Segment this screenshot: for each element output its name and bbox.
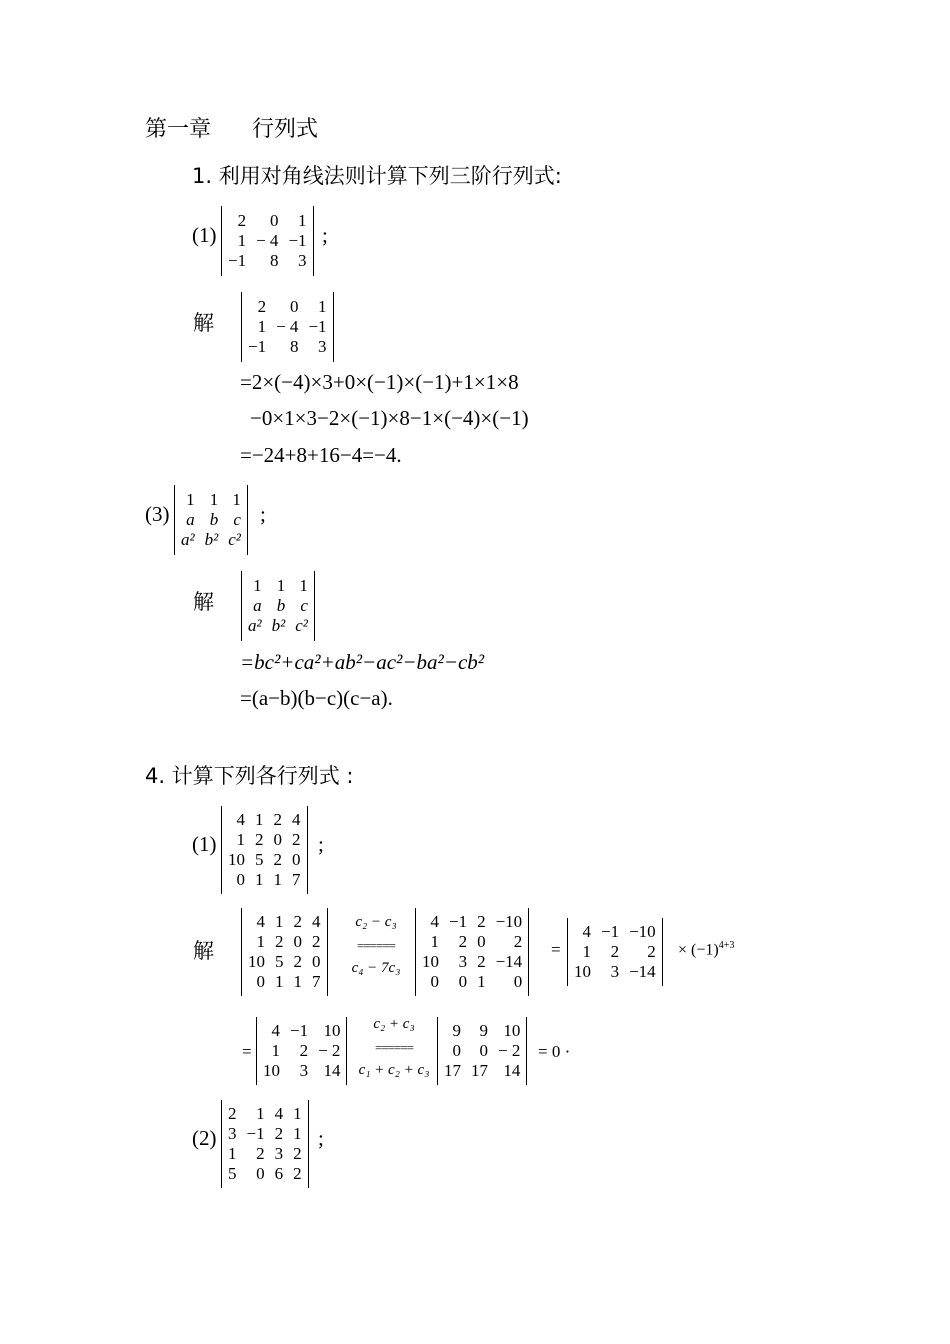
determinant: [241, 908, 328, 996]
matrix-cell: 0: [452, 1041, 461, 1060]
matrix-cell: − 2: [318, 1041, 341, 1060]
result: = 0 ·: [538, 1042, 571, 1061]
matrix-cell: 2: [477, 912, 486, 931]
matrix-cell: −1: [288, 231, 307, 250]
determinant-bar-right: [307, 806, 308, 894]
determinant-bar-right: [247, 485, 248, 555]
matrix-cell: − 2: [498, 1041, 521, 1060]
solution-label: 解: [193, 311, 214, 335]
matrix-cell: 2: [299, 1041, 309, 1060]
matrix-cell: 2: [257, 297, 267, 316]
matrix-cell: 2: [293, 912, 302, 931]
question-4-prompt: 4. 计算下列各行列式 :: [145, 764, 354, 788]
chapter-title: 行列式: [252, 117, 319, 142]
determinant: [174, 485, 248, 555]
matrix-cell: 3: [298, 251, 307, 270]
matrix-cell: 5: [228, 1164, 237, 1183]
matrix-cell: 1: [271, 1041, 280, 1060]
determinant-bar-left: [256, 1017, 257, 1085]
matrix-cell: −1: [308, 317, 327, 336]
determinant-bar-right: [314, 571, 315, 641]
matrix-cell: a²: [181, 530, 195, 549]
semicolon: ;: [318, 1126, 324, 1150]
matrix-cell: 2: [513, 932, 523, 951]
matrix-cell: 14: [323, 1061, 341, 1080]
matrix-cell: −1: [246, 1124, 265, 1143]
determinant: [221, 1100, 309, 1188]
part-label: (2): [192, 1126, 217, 1150]
matrix-cell: 0: [513, 972, 523, 991]
matrix-cell: 1: [275, 972, 284, 991]
question-1-prompt: 1. 利用对角线法则计算下列三阶行列式:: [192, 164, 562, 188]
determinant-bar-right: [346, 1017, 347, 1085]
matrix-cell: 2: [293, 1164, 302, 1183]
determinant-bar-right: [327, 908, 328, 996]
semicolon: ;: [322, 223, 328, 247]
matrix-cell: 17: [444, 1061, 461, 1080]
part-label: (3): [145, 502, 170, 526]
column-op-bottom: c₁ + c₂ + c₃: [358, 1062, 430, 1078]
matrix-cell: 3: [299, 1061, 309, 1080]
matrix-cell: 3: [228, 1124, 237, 1143]
determinant-bar-left: [221, 206, 222, 276]
matrix-cell: 4: [312, 912, 321, 931]
matrix-cell: 0: [477, 932, 486, 951]
matrix-cell: 2: [647, 942, 656, 961]
determinant-bar-left: [415, 908, 416, 996]
determinant-bar-left: [437, 1017, 438, 1085]
matrix-cell: 5: [275, 952, 284, 971]
step-line: =(a−b)(b−c)(c−a).: [240, 686, 393, 710]
matrix-cell: 3: [318, 337, 327, 356]
matrix-cell: 8: [289, 337, 299, 356]
matrix-cell: 1: [256, 1104, 265, 1123]
matrix-cell: 1: [318, 297, 327, 316]
matrix-cell: 1: [275, 912, 284, 931]
equals-sign: =: [551, 940, 561, 959]
matrix-cell: −1: [601, 922, 620, 941]
matrix-cell: 14: [503, 1061, 521, 1080]
matrix-cell: 3: [458, 952, 468, 971]
matrix-cell: 4: [256, 912, 265, 931]
matrix-cell: −1: [290, 1021, 309, 1040]
matrix-cell: 7: [312, 972, 321, 991]
matrix-cell: 9: [452, 1021, 461, 1040]
matrix-cell: 1: [209, 490, 219, 509]
matrix-cell: c²: [295, 616, 308, 635]
matrix-cell: 2: [237, 211, 247, 230]
matrix-cell: b²: [271, 616, 286, 635]
matrix-cell: −14: [495, 952, 523, 971]
determinant-bar-right: [528, 908, 529, 996]
determinant-bar-left: [241, 908, 242, 996]
part-label: (1): [192, 223, 217, 247]
matrix-cell: 2: [273, 850, 282, 869]
chapter-label: 第一章: [145, 117, 212, 142]
determinant: [221, 806, 308, 894]
matrix-cell: 4: [582, 922, 591, 941]
determinant-bar-left: [221, 806, 222, 894]
determinant: [437, 1017, 527, 1085]
matrix-cell: 2: [228, 1104, 237, 1123]
determinant-bar-left: [221, 1100, 222, 1188]
matrix-cell: 10: [228, 850, 245, 869]
matrix-cell: 0: [269, 211, 279, 230]
matrix-cell: 2: [293, 1144, 302, 1163]
matrix-cell: 0: [479, 1041, 488, 1060]
determinant-bar-right: [308, 1100, 309, 1188]
column-op-bottom: c₄ − 7c₃: [351, 960, 401, 976]
matrix-cell: 0: [236, 870, 245, 889]
matrix-cell: 1: [232, 490, 241, 509]
matrix-cell: 1: [293, 972, 302, 991]
equals-sign: ======: [357, 938, 395, 953]
matrix-cell: 2: [477, 952, 486, 971]
step-line: =2×(−4)×3+0×(−1)×(−1)+1×1×8: [240, 370, 519, 394]
determinant-bar-left: [174, 485, 175, 555]
determinant: [256, 1017, 347, 1085]
part-label: (1): [192, 832, 217, 856]
matrix-cell: 5: [255, 850, 264, 869]
step-line: =bc²+ca²+ab²−ac²−ba²−cb²: [240, 650, 485, 674]
matrix-cell: −1: [449, 912, 468, 931]
determinant: [221, 206, 314, 276]
matrix-cell: 10: [263, 1061, 280, 1080]
determinant: [567, 918, 663, 986]
matrix-cell: 1: [430, 932, 439, 951]
matrix-cell: 4: [271, 1021, 280, 1040]
matrix-cell: 0: [293, 932, 302, 951]
semicolon: ;: [318, 832, 324, 856]
matrix-cell: −10: [629, 922, 656, 941]
matrix-cell: 10: [248, 952, 265, 971]
column-op-top: c₂ − c₃: [355, 914, 397, 930]
matrix-cell: a: [186, 510, 195, 529]
matrix-cell: 2: [312, 932, 321, 951]
determinant-bar-right: [333, 292, 334, 362]
matrix-cell: 6: [274, 1164, 284, 1183]
matrix-cell: −1: [228, 251, 247, 270]
matrix-cell: 2: [292, 830, 301, 849]
matrix-cell: 1: [273, 870, 282, 889]
matrix-cell: 10: [574, 962, 591, 981]
matrix-cell: 0: [256, 1164, 265, 1183]
matrix-cell: 1: [276, 576, 286, 595]
determinant: [415, 908, 529, 996]
matrix-cell: 4: [274, 1104, 284, 1123]
matrix-cell: b: [276, 596, 286, 615]
determinant-bar-left: [567, 918, 568, 986]
matrix-cell: a: [253, 596, 262, 615]
matrix-cell: 9: [479, 1021, 488, 1040]
matrix-cell: 2: [610, 942, 620, 961]
matrix-cell: 2: [458, 932, 468, 951]
matrix-cell: 10: [503, 1021, 521, 1040]
matrix-cell: 0: [256, 972, 265, 991]
matrix-cell: 0: [430, 972, 439, 991]
determinant: [241, 292, 334, 362]
matrix-cell: − 4: [276, 317, 299, 336]
matrix-cell: 4: [292, 810, 301, 829]
matrix-cell: 1: [477, 972, 486, 991]
column-op-top: c₂ + c₃: [373, 1016, 415, 1032]
matrix-cell: 1: [293, 1124, 302, 1143]
matrix-cell: 4: [236, 810, 245, 829]
semicolon: ;: [260, 502, 266, 526]
matrix-cell: 1: [256, 932, 265, 951]
matrix-cell: a²: [248, 616, 262, 635]
matrix-cell: 0: [273, 830, 282, 849]
matrix-cell: 10: [323, 1021, 341, 1040]
solution-label: 解: [193, 939, 214, 963]
determinant-bar-left: [241, 571, 242, 641]
matrix-cell: 0: [458, 972, 468, 991]
determinant-bar-left: [241, 292, 242, 362]
equals-sign: ======: [375, 1040, 413, 1055]
matrix-cell: 7: [292, 870, 301, 889]
matrix-cell: 10: [422, 952, 439, 971]
determinant: [241, 571, 315, 641]
matrix-cell: 1: [257, 317, 267, 336]
matrix-cell: 2: [293, 952, 302, 971]
matrix-cell: 2: [256, 1144, 265, 1163]
matrix-cell: 2: [273, 810, 282, 829]
determinant-bar-right: [526, 1017, 527, 1085]
matrix-cell: 1: [237, 231, 247, 250]
matrix-cell: 1: [255, 870, 264, 889]
matrix-cell: −1: [248, 337, 267, 356]
matrix-cell: 1: [253, 576, 262, 595]
matrix-cell: 0: [292, 850, 301, 869]
matrix-cell: c: [233, 510, 241, 529]
matrix-cell: 1: [186, 490, 195, 509]
matrix-cell: 17: [471, 1061, 488, 1080]
equals-sign: =: [242, 1042, 252, 1061]
step-line: −0×1×3−2×(−1)×8−1×(−4)×(−1): [250, 406, 529, 430]
matrix-cell: c²: [228, 530, 241, 549]
matrix-cell: b²: [204, 530, 219, 549]
matrix-cell: 8: [269, 251, 279, 270]
matrix-cell: 2: [274, 1124, 284, 1143]
matrix-cell: 1: [298, 211, 307, 230]
matrix-cell: − 4: [256, 231, 279, 250]
matrix-cell: −14: [629, 962, 656, 981]
matrix-cell: 0: [289, 297, 299, 316]
matrix-cell: 1: [228, 1144, 237, 1163]
matrix-cell: 0: [312, 952, 321, 971]
matrix-cell: 3: [274, 1144, 284, 1163]
matrix-cell: 1: [293, 1104, 302, 1123]
matrix-cell: 2: [275, 932, 284, 951]
determinant-bar-right: [662, 918, 663, 986]
matrix-cell: b: [209, 510, 219, 529]
matrix-cell: 1: [236, 830, 245, 849]
sign-factor: × $(-1)^{4+3}$: [678, 940, 735, 959]
matrix-cell: 1: [582, 942, 591, 961]
matrix-cell: 3: [610, 962, 620, 981]
solution-label: 解: [193, 590, 214, 614]
matrix-cell: 1: [299, 576, 308, 595]
matrix-cell: −10: [495, 912, 523, 931]
matrix-cell: c: [300, 596, 308, 615]
matrix-cell: 2: [255, 830, 264, 849]
matrix-cell: 4: [430, 912, 439, 931]
matrix-cell: 1: [255, 810, 264, 829]
determinant-bar-right: [313, 206, 314, 276]
step-line: =−24+8+16−4=−4.: [240, 443, 402, 467]
